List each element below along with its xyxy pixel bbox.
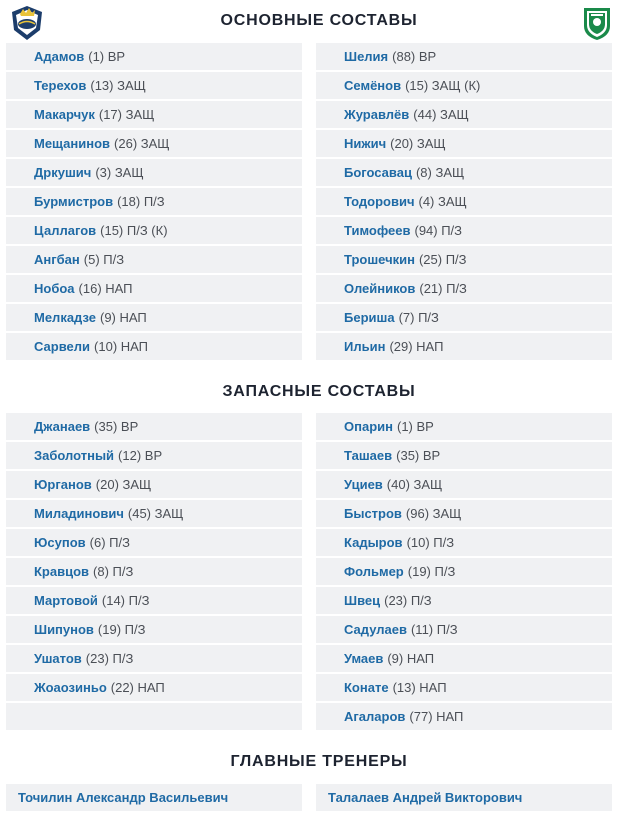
away-subs-list xyxy=(316,413,612,732)
list-item[interactable] xyxy=(6,616,302,645)
player-name[interactable]: Тимофеев xyxy=(344,223,411,238)
list-item[interactable] xyxy=(316,471,612,500)
list-item[interactable] xyxy=(316,43,612,72)
player-info: (35) ВР xyxy=(396,448,441,463)
list-item[interactable] xyxy=(6,159,302,188)
list-item[interactable] xyxy=(316,72,612,101)
player-info: (19) П/З xyxy=(97,622,146,637)
list-item[interactable] xyxy=(316,442,612,471)
player-info: (23) П/З xyxy=(384,593,432,608)
player-name[interactable]: Бурмистров xyxy=(34,194,114,209)
list-item[interactable] xyxy=(316,130,612,159)
player-name[interactable]: Быстров xyxy=(344,506,402,521)
player-name[interactable]: Нобоа xyxy=(34,281,75,296)
player-info: (15) ЗАЩ (К) xyxy=(405,78,481,93)
list-item[interactable] xyxy=(316,703,612,732)
player-info: (20) ЗАЩ xyxy=(390,136,446,151)
player-info: (40) ЗАЩ xyxy=(386,477,443,492)
player-name[interactable]: Кадыров xyxy=(344,535,403,550)
player-name[interactable]: Терехов xyxy=(34,78,87,93)
player-info: (29) НАП xyxy=(389,339,444,354)
list-item[interactable] xyxy=(316,101,612,130)
player-name[interactable]: Умаев xyxy=(344,651,384,666)
player-name[interactable]: Тодорович xyxy=(344,194,415,209)
player-info: (96) ЗАЩ xyxy=(405,506,462,521)
player-name[interactable]: Юсупов xyxy=(34,535,86,550)
player-info: (9) НАП xyxy=(387,651,435,666)
list-item[interactable] xyxy=(6,246,302,275)
player-info: (15) П/З (К) xyxy=(100,223,168,238)
player-name[interactable]: Заболотный xyxy=(34,448,115,463)
player-name[interactable]: Кравцов xyxy=(34,564,90,579)
list-item[interactable] xyxy=(6,101,302,130)
list-item[interactable] xyxy=(6,72,302,101)
player-name[interactable]: Семёнов xyxy=(344,78,402,93)
list-item[interactable] xyxy=(316,529,612,558)
player-info: (77) НАП xyxy=(409,709,464,724)
player-info: (45) ЗАЩ xyxy=(127,506,184,521)
list-item[interactable] xyxy=(6,43,302,72)
player-info: (20) ЗАЩ xyxy=(95,477,152,492)
home-subs-list xyxy=(6,413,302,732)
player-name[interactable]: Юрганов xyxy=(34,477,92,492)
list-item[interactable] xyxy=(316,159,612,188)
player-name[interactable]: Ильин xyxy=(344,339,386,354)
list-item[interactable] xyxy=(6,471,302,500)
list-item[interactable] xyxy=(316,188,612,217)
player-info: (22) НАП xyxy=(110,680,165,695)
player-name[interactable]: Дркушич xyxy=(34,165,92,180)
player-info: (1) ВР xyxy=(396,419,434,434)
list-item[interactable] xyxy=(316,616,612,645)
player-info: (7) П/З xyxy=(398,310,439,325)
player-name[interactable]: Богосавац xyxy=(344,165,412,180)
substitutes-title: ЗАПАСНЫЕ СОСТАВЫ xyxy=(222,383,416,400)
player-name[interactable]: Миладинович xyxy=(34,506,124,521)
player-info: (11) П/З xyxy=(410,622,458,637)
list-item[interactable] xyxy=(6,674,302,703)
player-info: (13) НАП xyxy=(392,680,447,695)
player-info: (8) П/З xyxy=(93,564,134,579)
player-name[interactable]: Макарчук xyxy=(34,107,95,122)
player-name[interactable]: Шелия xyxy=(344,49,389,64)
list-item[interactable] xyxy=(316,304,612,333)
player-name[interactable]: Конате xyxy=(344,680,389,695)
player-info: (16) НАП xyxy=(78,281,133,296)
home-starting-list xyxy=(6,43,302,362)
list-item[interactable] xyxy=(6,500,302,529)
player-info: (8) ЗАЩ xyxy=(415,165,465,180)
player-info: (23) П/З xyxy=(85,651,134,666)
list-item[interactable] xyxy=(6,645,302,674)
list-item[interactable] xyxy=(6,587,302,616)
player-info: (3) ЗАЩ xyxy=(95,165,144,180)
list-item[interactable] xyxy=(6,130,302,159)
away-coach[interactable]: Талалаев Андрей Викторович xyxy=(316,784,612,811)
list-item[interactable] xyxy=(6,529,302,558)
player-name[interactable]: Сарвели xyxy=(34,339,91,354)
player-name[interactable]: Мещанинов xyxy=(34,136,111,151)
home-coach[interactable]: Точилин Александр Васильевич xyxy=(6,784,302,811)
player-info: (13) ЗАЩ xyxy=(90,78,146,93)
player-name[interactable]: Джанаев xyxy=(34,419,91,434)
player-info: (44) ЗАЩ xyxy=(413,107,469,122)
player-name[interactable]: Ташаев xyxy=(344,448,393,463)
starting-lineups-title: ОСНОВНЫЕ СОСТАВЫ xyxy=(220,12,418,29)
list-item[interactable] xyxy=(316,217,612,246)
list-item[interactable] xyxy=(6,275,302,304)
player-name[interactable]: Мартовой xyxy=(34,593,98,608)
player-name[interactable]: Жоаозиньо xyxy=(34,680,107,695)
list-item[interactable] xyxy=(6,413,302,442)
player-name[interactable]: Адамов xyxy=(34,49,85,64)
empty-list-item xyxy=(6,703,302,732)
player-info: (21) П/З xyxy=(419,281,467,296)
player-name[interactable]: Фольмер xyxy=(344,564,404,579)
player-info: (25) П/З xyxy=(418,252,467,267)
player-name[interactable]: Бериша xyxy=(344,310,395,325)
player-name[interactable]: Цаллагов xyxy=(34,223,97,238)
player-info: (10) П/З xyxy=(406,535,455,550)
list-item[interactable] xyxy=(6,304,302,333)
player-name[interactable]: Шипунов xyxy=(34,622,94,637)
player-name[interactable]: Журавлёв xyxy=(344,107,410,122)
player-info: (17) ЗАЩ xyxy=(98,107,155,122)
player-name[interactable]: Опарин xyxy=(344,419,393,434)
player-info: (4) ЗАЩ xyxy=(418,194,467,209)
list-item[interactable] xyxy=(316,246,612,275)
list-item[interactable] xyxy=(6,442,302,471)
player-name[interactable]: Садулаев xyxy=(344,622,407,637)
list-item[interactable] xyxy=(6,217,302,246)
player-name[interactable]: Трошечкин xyxy=(344,252,415,267)
player-info: (9) НАП xyxy=(100,310,147,325)
player-info: (10) НАП xyxy=(94,339,149,354)
player-name[interactable]: Нижич xyxy=(344,136,387,151)
player-info: (18) П/З xyxy=(117,194,165,209)
head-coaches-title: ГЛАВНЫЕ ТРЕНЕРЫ xyxy=(230,753,408,770)
player-info: (88) ВР xyxy=(392,49,437,64)
list-item[interactable] xyxy=(316,333,612,362)
player-info: (6) П/З xyxy=(89,535,130,550)
player-name[interactable]: Уциев xyxy=(344,477,383,492)
player-name[interactable]: Мелкадзе xyxy=(34,310,96,325)
list-item[interactable] xyxy=(6,558,302,587)
list-item[interactable] xyxy=(316,645,612,674)
player-info: (14) П/З xyxy=(101,593,150,608)
player-name[interactable]: Агаларов xyxy=(344,709,406,724)
player-info: (19) П/З xyxy=(407,564,456,579)
list-item[interactable] xyxy=(316,275,612,304)
player-info: (5) П/З xyxy=(83,252,125,267)
list-item[interactable] xyxy=(6,188,302,217)
list-item[interactable] xyxy=(316,674,612,703)
player-info: (35) ВР xyxy=(94,419,139,434)
player-name[interactable]: Ангбан xyxy=(34,252,80,267)
player-info: (94) П/З xyxy=(414,223,463,238)
player-name[interactable]: Ушатов xyxy=(34,651,82,666)
player-info: (12) ВР xyxy=(118,448,163,463)
list-item[interactable] xyxy=(316,558,612,587)
player-info: (1) ВР xyxy=(88,49,126,64)
list-item[interactable] xyxy=(316,413,612,442)
list-item[interactable] xyxy=(316,500,612,529)
player-info: (26) ЗАЩ xyxy=(114,136,170,151)
away-starting-list xyxy=(316,43,612,362)
player-name[interactable]: Швец xyxy=(344,593,381,608)
list-item[interactable] xyxy=(6,333,302,362)
player-name[interactable]: Олейников xyxy=(344,281,416,296)
list-item[interactable] xyxy=(316,587,612,616)
